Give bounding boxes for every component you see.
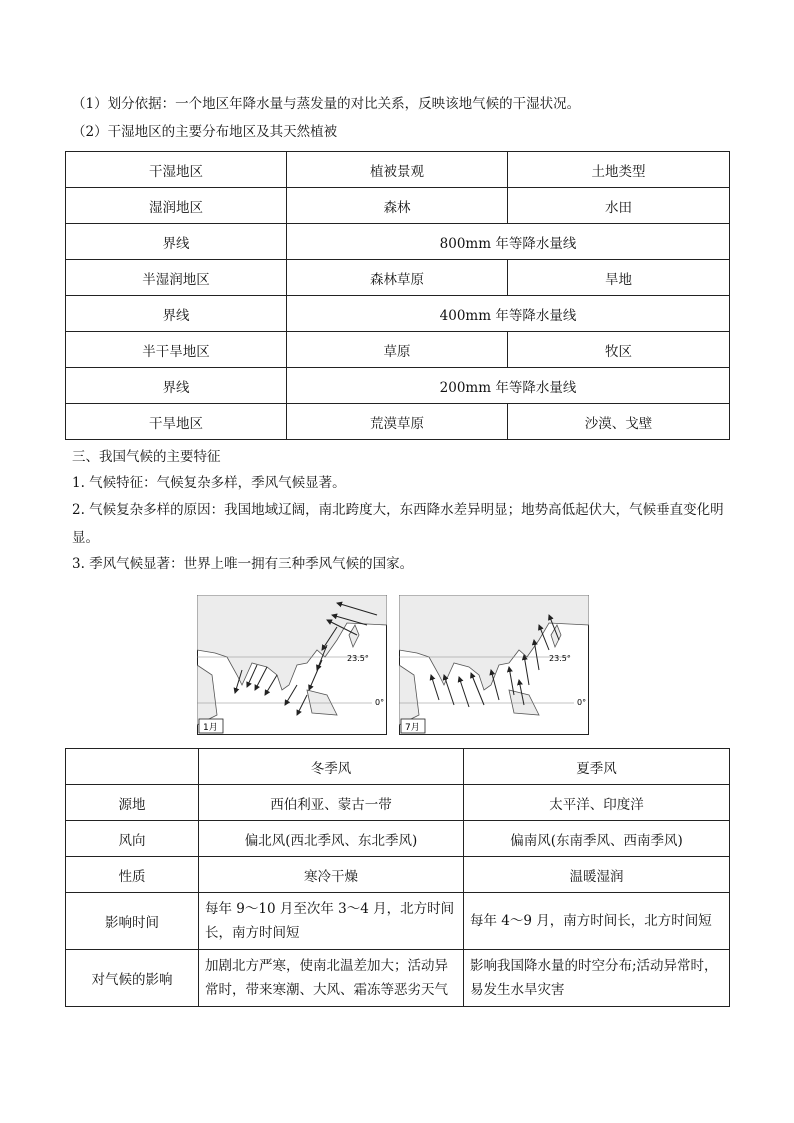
climate-feature: 1. 气候特征：气候复杂多样，季风气候显著。 xyxy=(72,475,346,491)
table-cell: 400mm 年等降水量线 xyxy=(287,296,730,332)
table-cell: 影响时间 xyxy=(66,893,199,950)
table-row xyxy=(66,785,730,821)
table-cell: 风向 xyxy=(66,821,199,857)
table-cell: 偏南风(东南季风、西南季风) xyxy=(464,821,730,857)
tropic-label: 23.5° xyxy=(549,654,571,663)
table-row xyxy=(66,368,730,404)
distribution-heading: （2）干湿地区的主要分布地区及其天然植被 xyxy=(72,124,338,140)
tropic-label: 23.5° xyxy=(347,654,369,663)
table-header-cell: 土地类型 xyxy=(508,152,730,188)
table-cell: 800mm 年等降水量线 xyxy=(287,224,730,260)
table-header-cell: 干湿地区 xyxy=(66,152,287,188)
monsoon-comparison-table xyxy=(65,748,730,1007)
table-cell: 界线 xyxy=(66,296,287,332)
table-cell: 对气候的影响 xyxy=(66,950,199,1007)
table-cell: 200mm 年等降水量线 xyxy=(287,368,730,404)
table-cell: 半干旱地区 xyxy=(66,332,287,368)
table-row xyxy=(66,188,730,224)
table-row xyxy=(66,950,730,1007)
table-header-row xyxy=(66,749,730,785)
table-header-cell: 植被景观 xyxy=(287,152,508,188)
table-cell: 界线 xyxy=(66,368,287,404)
equator-label: 0° xyxy=(577,698,587,707)
table-cell: 森林草原 xyxy=(287,260,508,296)
table-cell: 界线 xyxy=(66,224,287,260)
table-cell: 干旱地区 xyxy=(66,404,287,440)
january-monsoon-map xyxy=(197,595,387,735)
table-cell: 沙漠、戈壁 xyxy=(508,404,730,440)
table-row xyxy=(66,821,730,857)
table-cell: 性质 xyxy=(66,857,199,893)
section-heading: 三、我国气候的主要特征 xyxy=(72,449,221,465)
table-row xyxy=(66,893,730,950)
table-row xyxy=(66,224,730,260)
table-cell: 水田 xyxy=(508,188,730,224)
table-cell: 温暖湿润 xyxy=(464,857,730,893)
table-cell: 偏北风(西北季风、东北季风) xyxy=(199,821,464,857)
table-row xyxy=(66,296,730,332)
monsoon-feature: 3. 季风气候显著：世界上唯一拥有三种季风气候的国家。 xyxy=(72,556,414,572)
table-cell: 旱地 xyxy=(508,260,730,296)
january-label: 1月 xyxy=(203,723,218,733)
table-cell: 寒冷干燥 xyxy=(199,857,464,893)
table-cell: 森林 xyxy=(287,188,508,224)
equator-label: 0° xyxy=(375,698,385,707)
table-cell: 太平洋、印度洋 xyxy=(464,785,730,821)
division-basis: （1）划分依据：一个地区年降水量与蒸发量的对比关系，反映该地气候的干湿状况。 xyxy=(72,96,581,112)
table-cell: 每年 4～9 月，南方时间长，北方时间短 xyxy=(464,893,730,950)
table-header-cell: 夏季风 xyxy=(464,749,730,785)
table-row xyxy=(66,332,730,368)
table-cell: 牧区 xyxy=(508,332,730,368)
table-cell: 半湿润地区 xyxy=(66,260,287,296)
dry-wet-regions-table xyxy=(65,151,730,440)
table-header-cell: 冬季风 xyxy=(199,749,464,785)
table-cell: 湿润地区 xyxy=(66,188,287,224)
table-row xyxy=(66,404,730,440)
table-cell: 西伯利亚、蒙古一带 xyxy=(199,785,464,821)
july-monsoon-map xyxy=(399,595,589,735)
table-cell: 每年 9～10 月至次年 3～4 月，北方时间长，南方时间短 xyxy=(199,893,464,950)
table-cell: 荒漠草原 xyxy=(287,404,508,440)
table-row xyxy=(66,857,730,893)
table-cell: 加剧北方严寒，使南北温差加大；活动异常时，带来寒潮、大风、霜冻等恶劣天气 xyxy=(199,950,464,1007)
table-cell: 源地 xyxy=(66,785,199,821)
july-label: 7月 xyxy=(405,723,420,733)
climate-reasons: 2. 气候复杂多样的原因：我国地域辽阔，南北跨度大，东西降水差异明显；地势高低起伏大，气候垂直变化明显。 xyxy=(72,502,724,546)
table-header-row xyxy=(66,152,730,188)
table-header-cell xyxy=(66,749,199,785)
table-row xyxy=(66,260,730,296)
table-cell: 草原 xyxy=(287,332,508,368)
table-cell: 影响我国降水量的时空分布;活动异常时，易发生水旱灾害 xyxy=(464,950,730,1007)
